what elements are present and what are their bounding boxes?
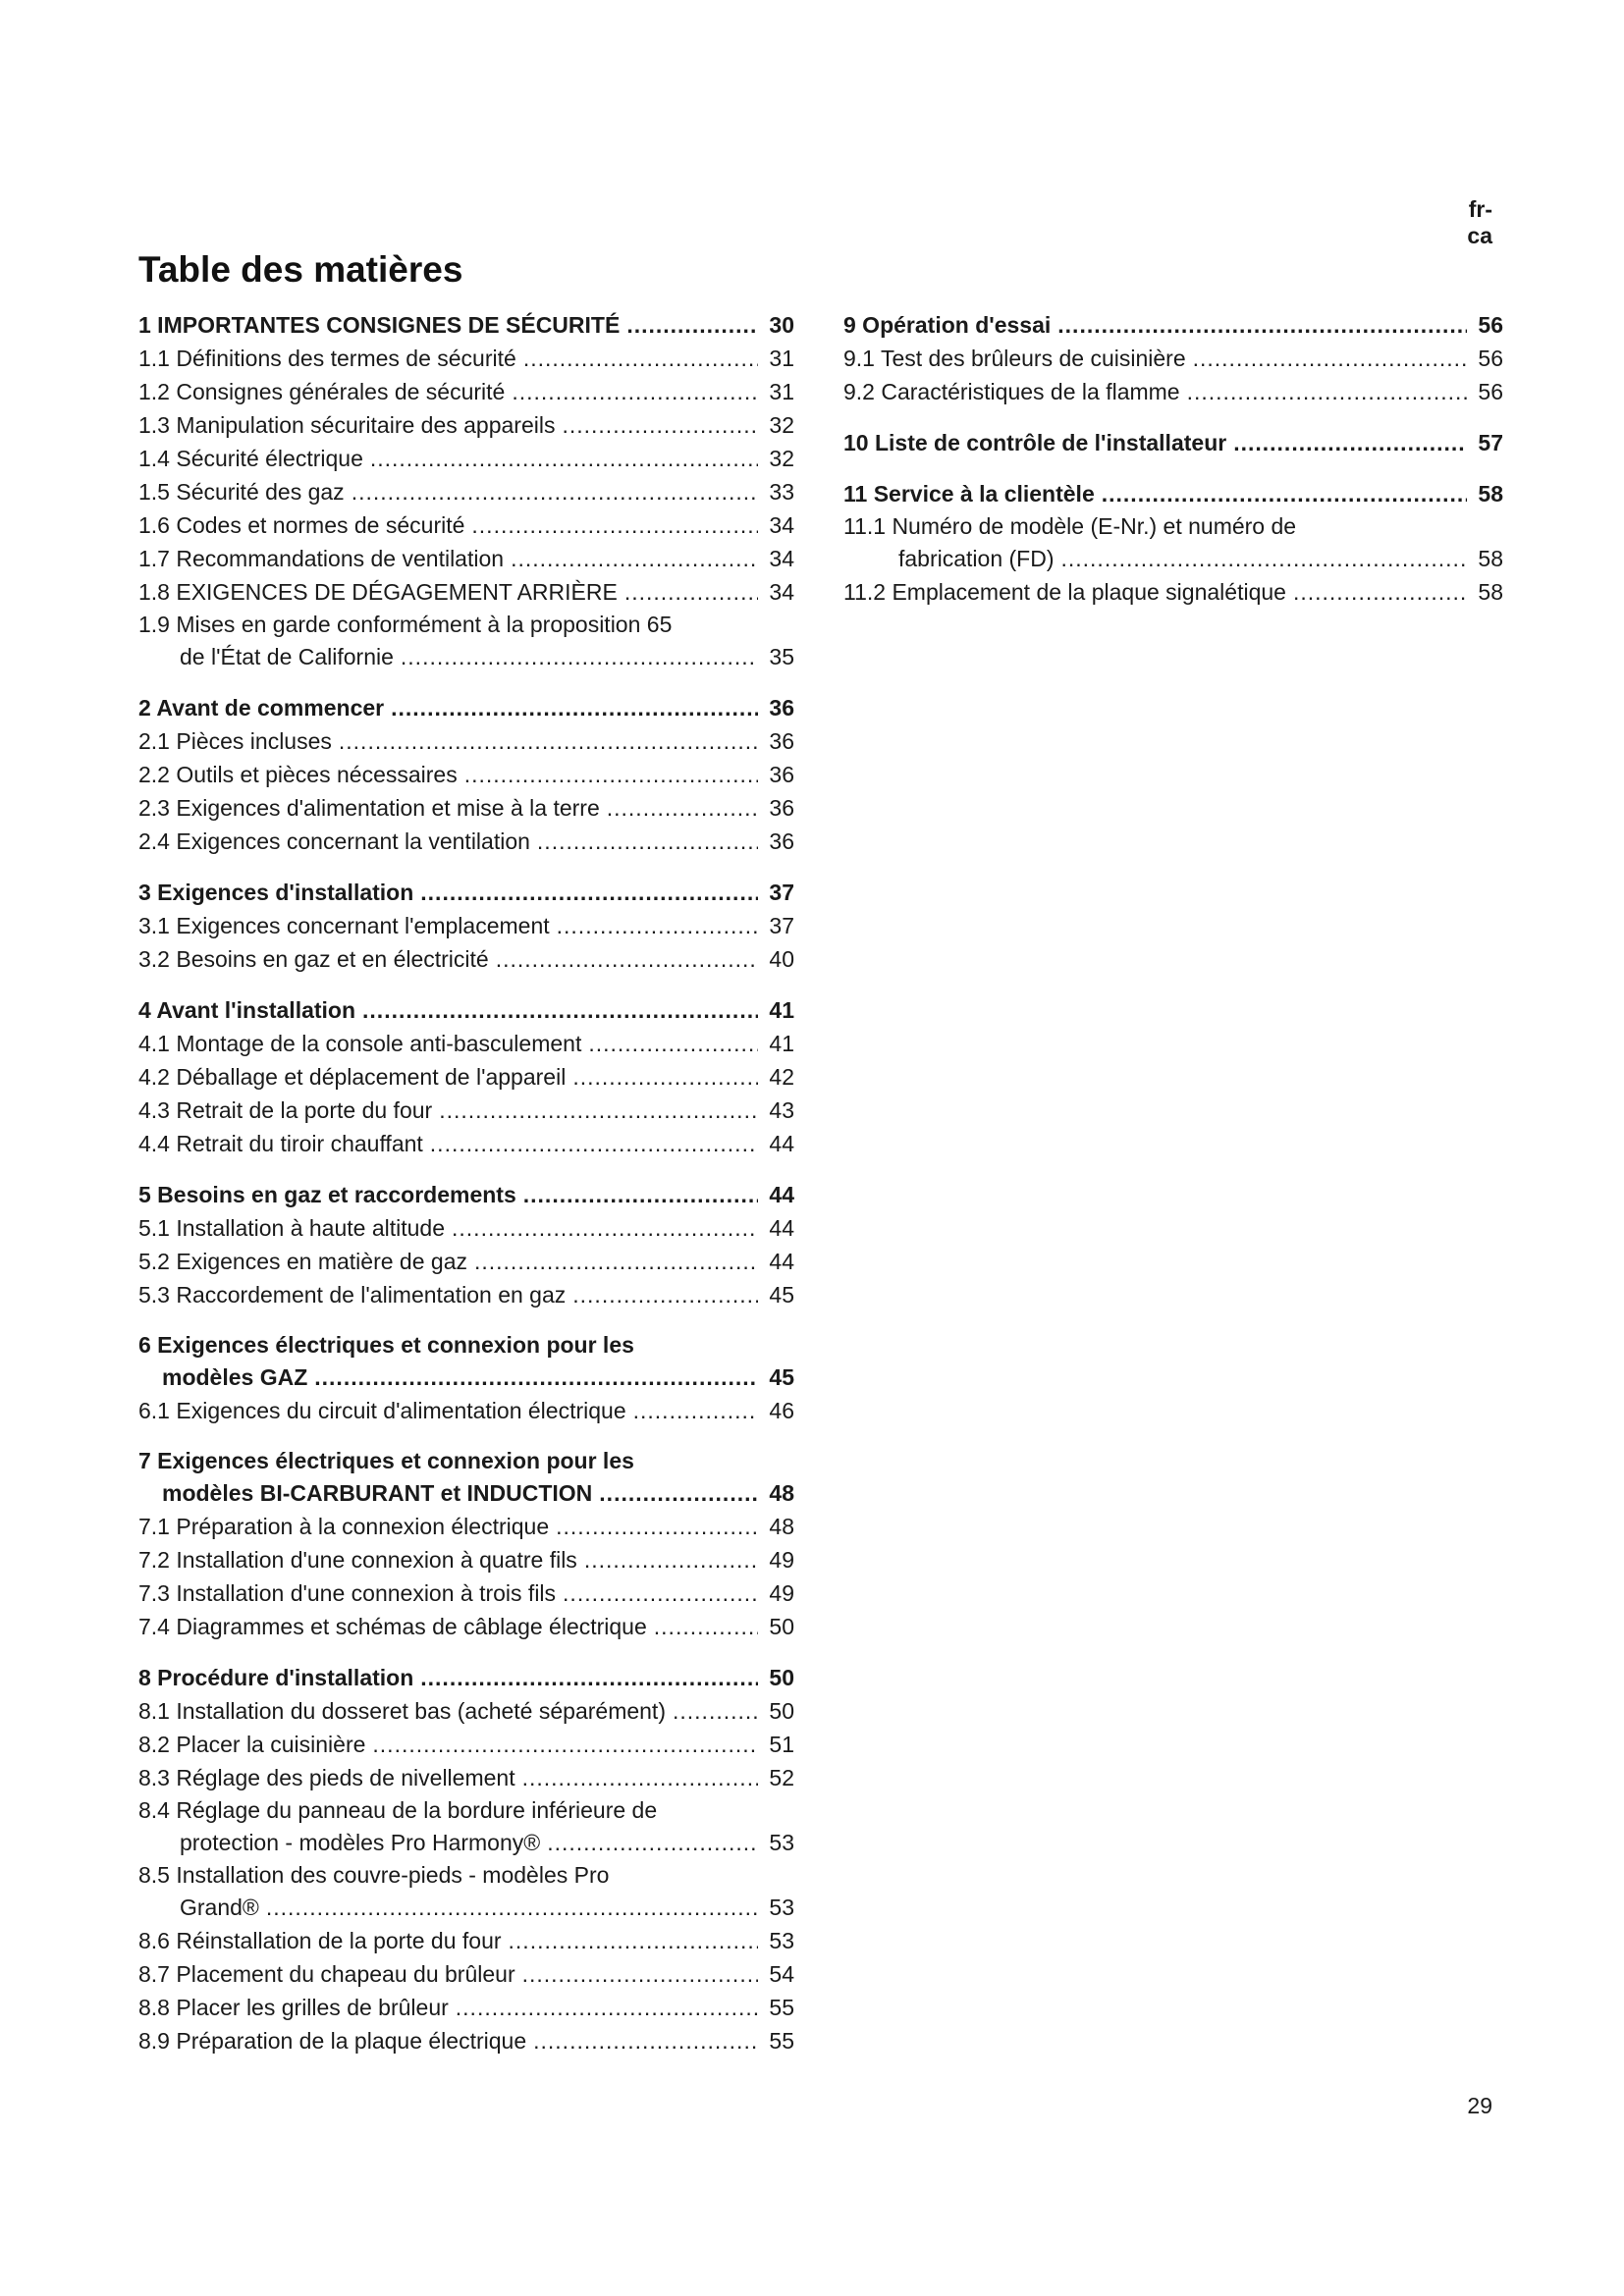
toc-group xyxy=(138,1178,794,1311)
toc-entry-label: 4.4 Retrait du tiroir chauffant xyxy=(138,1131,423,1156)
toc-subsection-entry-title[interactable]: 11.1 Numéro de modèle (E-Nr.) et numéro de xyxy=(843,513,1297,539)
dot-leader xyxy=(474,1245,758,1278)
dot-leader xyxy=(420,876,758,909)
toc-section-entry[interactable] xyxy=(138,993,794,1027)
toc-subsection-entry[interactable] xyxy=(138,475,794,508)
toc-page-number: 44 xyxy=(769,1182,794,1207)
dot-leader xyxy=(266,1891,758,1924)
toc-page-number: 36 xyxy=(769,695,794,721)
dot-leader xyxy=(401,640,758,673)
dot-leader xyxy=(537,825,758,858)
toc-entry-label: 11.2 Emplacement de la plaque signalétique xyxy=(843,579,1286,605)
toc-page-number: 54 xyxy=(769,1961,794,1987)
toc-subsection-entry[interactable] xyxy=(138,1245,794,1278)
toc-subsection-entry[interactable] xyxy=(138,1761,794,1794)
dot-leader xyxy=(562,408,758,442)
dot-leader xyxy=(572,1278,758,1311)
dot-leader xyxy=(456,1991,758,2024)
dot-leader xyxy=(391,691,758,724)
dot-leader xyxy=(626,308,758,342)
toc-entry-label: 1.7 Recommandations de ventilation xyxy=(138,546,505,571)
toc-page-number: 36 xyxy=(769,795,794,821)
toc-page-number: 37 xyxy=(769,880,794,905)
toc-subsection-entry[interactable] xyxy=(138,1060,794,1094)
toc-subsection-entry[interactable] xyxy=(138,1127,794,1160)
toc-entry-label: 8.2 Placer la cuisinière xyxy=(138,1732,366,1757)
toc-entry-label: 2.3 Exigences d'alimentation et mise à la terre xyxy=(138,795,600,821)
toc-subsection-entry[interactable] xyxy=(138,542,794,575)
toc-entry-label: 7.1 Préparation à la connexion électrique xyxy=(138,1514,550,1539)
toc-subsection-entry[interactable] xyxy=(138,1728,794,1761)
toc-section-entry[interactable] xyxy=(138,1476,794,1510)
toc-subsection-entry[interactable] xyxy=(138,1991,794,2024)
toc-section-entry[interactable] xyxy=(138,1178,794,1211)
dot-leader xyxy=(512,375,758,408)
toc-section-entry-title[interactable]: 7 Exigences électriques et connexion pour les xyxy=(138,1448,634,1473)
dot-leader xyxy=(339,724,758,758)
language-code: fr-ca xyxy=(1467,196,1492,248)
toc-subsection-entry[interactable] xyxy=(138,2024,794,2057)
toc-subsection-entry[interactable] xyxy=(138,1924,794,1957)
toc-page-number: 31 xyxy=(769,346,794,371)
toc-subsection-entry[interactable] xyxy=(138,442,794,475)
toc-page-number: 56 xyxy=(1478,312,1503,338)
toc-subsection-entry[interactable] xyxy=(138,942,794,976)
toc-subsection-entry[interactable] xyxy=(138,1278,794,1311)
dot-leader xyxy=(633,1394,758,1427)
toc-subsection-entry[interactable] xyxy=(138,1094,794,1127)
toc-subsection-entry[interactable] xyxy=(138,1576,794,1610)
toc-group xyxy=(138,876,794,976)
toc-entry-label: 1 IMPORTANTES CONSIGNES DE SÉCURITÉ xyxy=(138,312,621,338)
toc-page-number: 36 xyxy=(769,728,794,754)
toc-entry-label: 3.1 Exigences concernant l'emplacement xyxy=(138,913,550,938)
toc-subsection-entry[interactable] xyxy=(138,825,794,858)
toc-subsection-entry[interactable] xyxy=(138,1543,794,1576)
toc-entry-label: 9.2 Caractéristiques de la flamme xyxy=(843,379,1180,404)
toc-entry-label: 9.1 Test des brûleurs de cuisinière xyxy=(843,346,1186,371)
toc-entry-label: 1.2 Consignes générales de sécurité xyxy=(138,379,506,404)
toc-page-number: 45 xyxy=(769,1364,794,1390)
toc-entry-label: 8.1 Installation du dosseret bas (acheté séparément) xyxy=(138,1698,666,1724)
toc-entry-label: 7.3 Installation d'une connexion à trois fils xyxy=(138,1580,557,1606)
toc-subsection-entry[interactable] xyxy=(138,1957,794,1991)
toc-group xyxy=(138,691,794,858)
toc-subsection-entry[interactable] xyxy=(138,640,794,673)
toc-group xyxy=(138,993,794,1160)
toc-subsection-entry[interactable] xyxy=(138,1027,794,1060)
dot-leader xyxy=(362,993,758,1027)
toc-entry-label: 4.1 Montage de la console anti-basculement xyxy=(138,1031,582,1056)
toc-subsection-entry[interactable] xyxy=(138,1826,794,1859)
dot-leader xyxy=(588,1027,758,1060)
dot-leader xyxy=(509,1924,758,1957)
toc-subsection-entry[interactable] xyxy=(138,724,794,758)
toc-page-number: 48 xyxy=(769,1514,794,1539)
toc-subsection-entry[interactable] xyxy=(843,575,1503,609)
dot-leader xyxy=(533,2024,758,2057)
dot-leader xyxy=(572,1060,758,1094)
dot-leader xyxy=(464,758,758,791)
dot-leader xyxy=(584,1543,758,1576)
toc-group xyxy=(138,308,794,673)
toc-page-number: 33 xyxy=(769,479,794,505)
toc-entry-label: modèles BI-CARBURANT et INDUCTION xyxy=(162,1480,593,1506)
toc-subsection-entry[interactable] xyxy=(138,508,794,542)
toc-entry-label: 8.8 Placer les grilles de brûleur xyxy=(138,1995,449,2020)
toc-entry-label: 8.3 Réglage des pieds de nivellement xyxy=(138,1765,515,1790)
toc-page-number: 55 xyxy=(769,1995,794,2020)
toc-entry-label: 8.7 Placement du chapeau du brûleur xyxy=(138,1961,515,1987)
dot-leader xyxy=(599,1476,758,1510)
toc-page-number: 44 xyxy=(769,1215,794,1241)
toc-subsection-entry[interactable] xyxy=(138,1694,794,1728)
toc-page-number: 58 xyxy=(1478,546,1503,571)
toc-entry-label: 1.4 Sécurité électrique xyxy=(138,446,363,471)
toc-entry-label: 5 Besoins en gaz et raccordements xyxy=(138,1182,516,1207)
toc-page-number: 50 xyxy=(769,1698,794,1724)
dot-leader xyxy=(452,1211,758,1245)
toc-entry-label: 2.1 Pièces incluses xyxy=(138,728,332,754)
toc-entry-label: 1.5 Sécurité des gaz xyxy=(138,479,345,505)
toc-page-number: 35 xyxy=(769,644,794,669)
toc-subsection-entry[interactable] xyxy=(138,1510,794,1543)
toc-entry-label: 8.9 Préparation de la plaque électrique xyxy=(138,2028,527,2054)
toc-subsection-entry-title[interactable]: 1.9 Mises en garde conformément à la proposition 65 xyxy=(138,612,673,637)
toc-entry-label: fabrication (FD) xyxy=(898,546,1055,571)
dot-leader xyxy=(1102,477,1467,510)
dot-leader xyxy=(1057,308,1467,342)
toc-page-number: 50 xyxy=(769,1665,794,1690)
toc-right-column xyxy=(843,308,1503,626)
toc-page-number: 52 xyxy=(769,1765,794,1790)
toc-subsection-entry-title[interactable]: 8.5 Installation des couvre-pieds - modèles Pro xyxy=(138,1862,610,1888)
toc-entry-label: 5.3 Raccordement de l'alimentation en gaz xyxy=(138,1282,567,1308)
toc-page-number: 43 xyxy=(769,1097,794,1123)
toc-entry-label: 1.8 EXIGENCES DE DÉGAGEMENT ARRIÈRE xyxy=(138,579,618,605)
toc-page-number: 41 xyxy=(769,1031,794,1056)
toc-entry-label: de l'État de Californie xyxy=(180,644,394,669)
toc-page-number: 51 xyxy=(769,1732,794,1757)
toc-page-number: 56 xyxy=(1478,346,1503,371)
dot-leader xyxy=(352,475,758,508)
toc-subsection-entry[interactable] xyxy=(138,1394,794,1427)
toc-page-number: 34 xyxy=(769,512,794,538)
toc-subsection-entry[interactable] xyxy=(843,342,1503,375)
toc-subsection-entry[interactable] xyxy=(138,909,794,942)
dot-leader xyxy=(1193,342,1467,375)
dot-leader xyxy=(523,342,758,375)
toc-page-number: 44 xyxy=(769,1131,794,1156)
dot-leader xyxy=(607,791,758,825)
toc-entry-label: 8.6 Réinstallation de la porte du four xyxy=(138,1928,502,1953)
toc-section-entry[interactable] xyxy=(843,477,1503,510)
page-number: 29 xyxy=(1467,2093,1492,2118)
toc-page-number: 50 xyxy=(769,1614,794,1639)
toc-page-number: 56 xyxy=(1478,379,1503,404)
toc-entry-label: modèles GAZ xyxy=(162,1364,308,1390)
dot-leader xyxy=(1187,375,1467,408)
toc-entry-label: 8 Procédure d'installation xyxy=(138,1665,414,1690)
toc-left-column xyxy=(138,308,794,2075)
toc-page-number: 32 xyxy=(769,412,794,438)
toc-group xyxy=(138,1445,794,1643)
toc-entry-label: 6.1 Exigences du circuit d'alimentation électrique xyxy=(138,1398,626,1423)
toc-page-number: 36 xyxy=(769,762,794,787)
toc-section-entry[interactable] xyxy=(138,876,794,909)
toc-section-entry[interactable] xyxy=(138,1661,794,1694)
toc-entry-label: 1.6 Codes et normes de sécurité xyxy=(138,512,465,538)
toc-entry-label: 4.3 Retrait de la porte du four xyxy=(138,1097,433,1123)
toc-section-entry[interactable] xyxy=(138,1361,794,1394)
toc-subsection-entry[interactable] xyxy=(138,1610,794,1643)
dot-leader xyxy=(624,575,758,609)
toc-subsection-entry[interactable] xyxy=(138,408,794,442)
toc-entry-label: 5.1 Installation à haute altitude xyxy=(138,1215,446,1241)
toc-entry-label: 3.2 Besoins en gaz et en électricité xyxy=(138,946,489,972)
toc-page-number: 53 xyxy=(769,1895,794,1920)
toc-page-number: 58 xyxy=(1478,579,1503,605)
toc-subsection-entry[interactable] xyxy=(138,758,794,791)
toc-entry-label: 4 Avant l'installation xyxy=(138,997,356,1023)
toc-page-number: 34 xyxy=(769,579,794,605)
toc-entry-label: 2.2 Outils et pièces nécessaires xyxy=(138,762,458,787)
toc-section-entry[interactable] xyxy=(138,308,794,342)
dot-leader xyxy=(1060,542,1467,575)
toc-subsection-entry[interactable] xyxy=(138,791,794,825)
toc-group xyxy=(843,308,1503,408)
toc-page-number: 34 xyxy=(769,546,794,571)
toc-subsection-entry[interactable] xyxy=(138,575,794,609)
toc-page-number: 53 xyxy=(769,1928,794,1953)
dot-leader xyxy=(1233,426,1467,459)
dot-leader xyxy=(673,1694,758,1728)
dot-leader xyxy=(563,1576,758,1610)
toc-subsection-entry[interactable] xyxy=(138,1211,794,1245)
toc-page-number: 48 xyxy=(769,1480,794,1506)
toc-entry-label: 4.2 Déballage et déplacement de l'appareil xyxy=(138,1064,567,1090)
dot-leader xyxy=(511,542,758,575)
toc-entry-label: 11 Service à la clientèle xyxy=(843,481,1095,507)
toc-subsection-entry[interactable] xyxy=(138,375,794,408)
toc-entry-label: 1.1 Définitions des termes de sécurité xyxy=(138,346,516,371)
toc-group xyxy=(138,1329,794,1427)
toc-entry-label: 9 Opération d'essai xyxy=(843,312,1052,338)
toc-section-entry-title[interactable]: 6 Exigences électriques et connexion pour les xyxy=(138,1332,634,1358)
toc-page-number: 31 xyxy=(769,379,794,404)
dot-leader xyxy=(557,909,758,942)
toc-subsection-entry[interactable] xyxy=(843,375,1503,408)
toc-page-number: 57 xyxy=(1478,430,1503,455)
dot-leader xyxy=(523,1178,758,1211)
dot-leader xyxy=(370,442,758,475)
toc-entry-label: 2.4 Exigences concernant la ventilation xyxy=(138,828,530,854)
toc-section-entry[interactable] xyxy=(138,691,794,724)
toc-page-number: 36 xyxy=(769,828,794,854)
toc-group xyxy=(843,426,1503,459)
toc-page-number: 40 xyxy=(769,946,794,972)
toc-page-number: 42 xyxy=(769,1064,794,1090)
dot-leader xyxy=(547,1826,758,1859)
toc-subsection-entry-title[interactable]: 8.4 Réglage du panneau de la bordure inférieure de xyxy=(138,1797,658,1823)
dot-leader xyxy=(1293,575,1467,609)
toc-page-number: 37 xyxy=(769,913,794,938)
dot-leader xyxy=(314,1361,758,1394)
toc-entry-label: 7.4 Diagrammes et schémas de câblage électrique xyxy=(138,1614,647,1639)
toc-page-number: 30 xyxy=(769,312,794,338)
toc-page-number: 46 xyxy=(769,1398,794,1423)
dot-leader xyxy=(654,1610,758,1643)
toc-page-number: 55 xyxy=(769,2028,794,2054)
dot-leader xyxy=(471,508,758,542)
toc-group xyxy=(138,1661,794,2057)
dot-leader xyxy=(496,942,758,976)
page-title: Table des matières xyxy=(138,249,463,290)
toc-page-number: 49 xyxy=(769,1580,794,1606)
toc-group xyxy=(843,477,1503,609)
toc-entry-label: 5.2 Exigences en matière de gaz xyxy=(138,1249,467,1274)
dot-leader xyxy=(420,1661,758,1694)
toc-section-entry[interactable] xyxy=(843,426,1503,459)
dot-leader xyxy=(556,1510,758,1543)
dot-leader xyxy=(522,1761,758,1794)
dot-leader xyxy=(439,1094,758,1127)
toc-page-number: 58 xyxy=(1478,481,1503,507)
toc-entry-label: 2 Avant de commencer xyxy=(138,695,385,721)
toc-subsection-entry[interactable] xyxy=(843,542,1503,575)
toc-page-number: 41 xyxy=(769,997,794,1023)
toc-subsection-entry[interactable] xyxy=(138,1891,794,1924)
toc-subsection-entry[interactable] xyxy=(138,342,794,375)
toc-section-entry[interactable] xyxy=(843,308,1503,342)
toc-page-number: 53 xyxy=(769,1830,794,1855)
toc-entry-label: 7.2 Installation d'une connexion à quatre fils xyxy=(138,1547,577,1573)
toc-page-number: 32 xyxy=(769,446,794,471)
dot-leader xyxy=(522,1957,758,1991)
toc-entry-label: 1.3 Manipulation sécuritaire des appareils xyxy=(138,412,556,438)
toc-page-number: 44 xyxy=(769,1249,794,1274)
dot-leader xyxy=(430,1127,758,1160)
toc-page-number: 45 xyxy=(769,1282,794,1308)
toc-entry-label: 10 Liste de contrôle de l'installateur xyxy=(843,430,1227,455)
toc-entry-label: Grand® xyxy=(180,1895,259,1920)
toc-entry-label: 3 Exigences d'installation xyxy=(138,880,414,905)
dot-leader xyxy=(372,1728,758,1761)
toc-page-number: 49 xyxy=(769,1547,794,1573)
toc-entry-label: protection - modèles Pro Harmony® xyxy=(180,1830,541,1855)
